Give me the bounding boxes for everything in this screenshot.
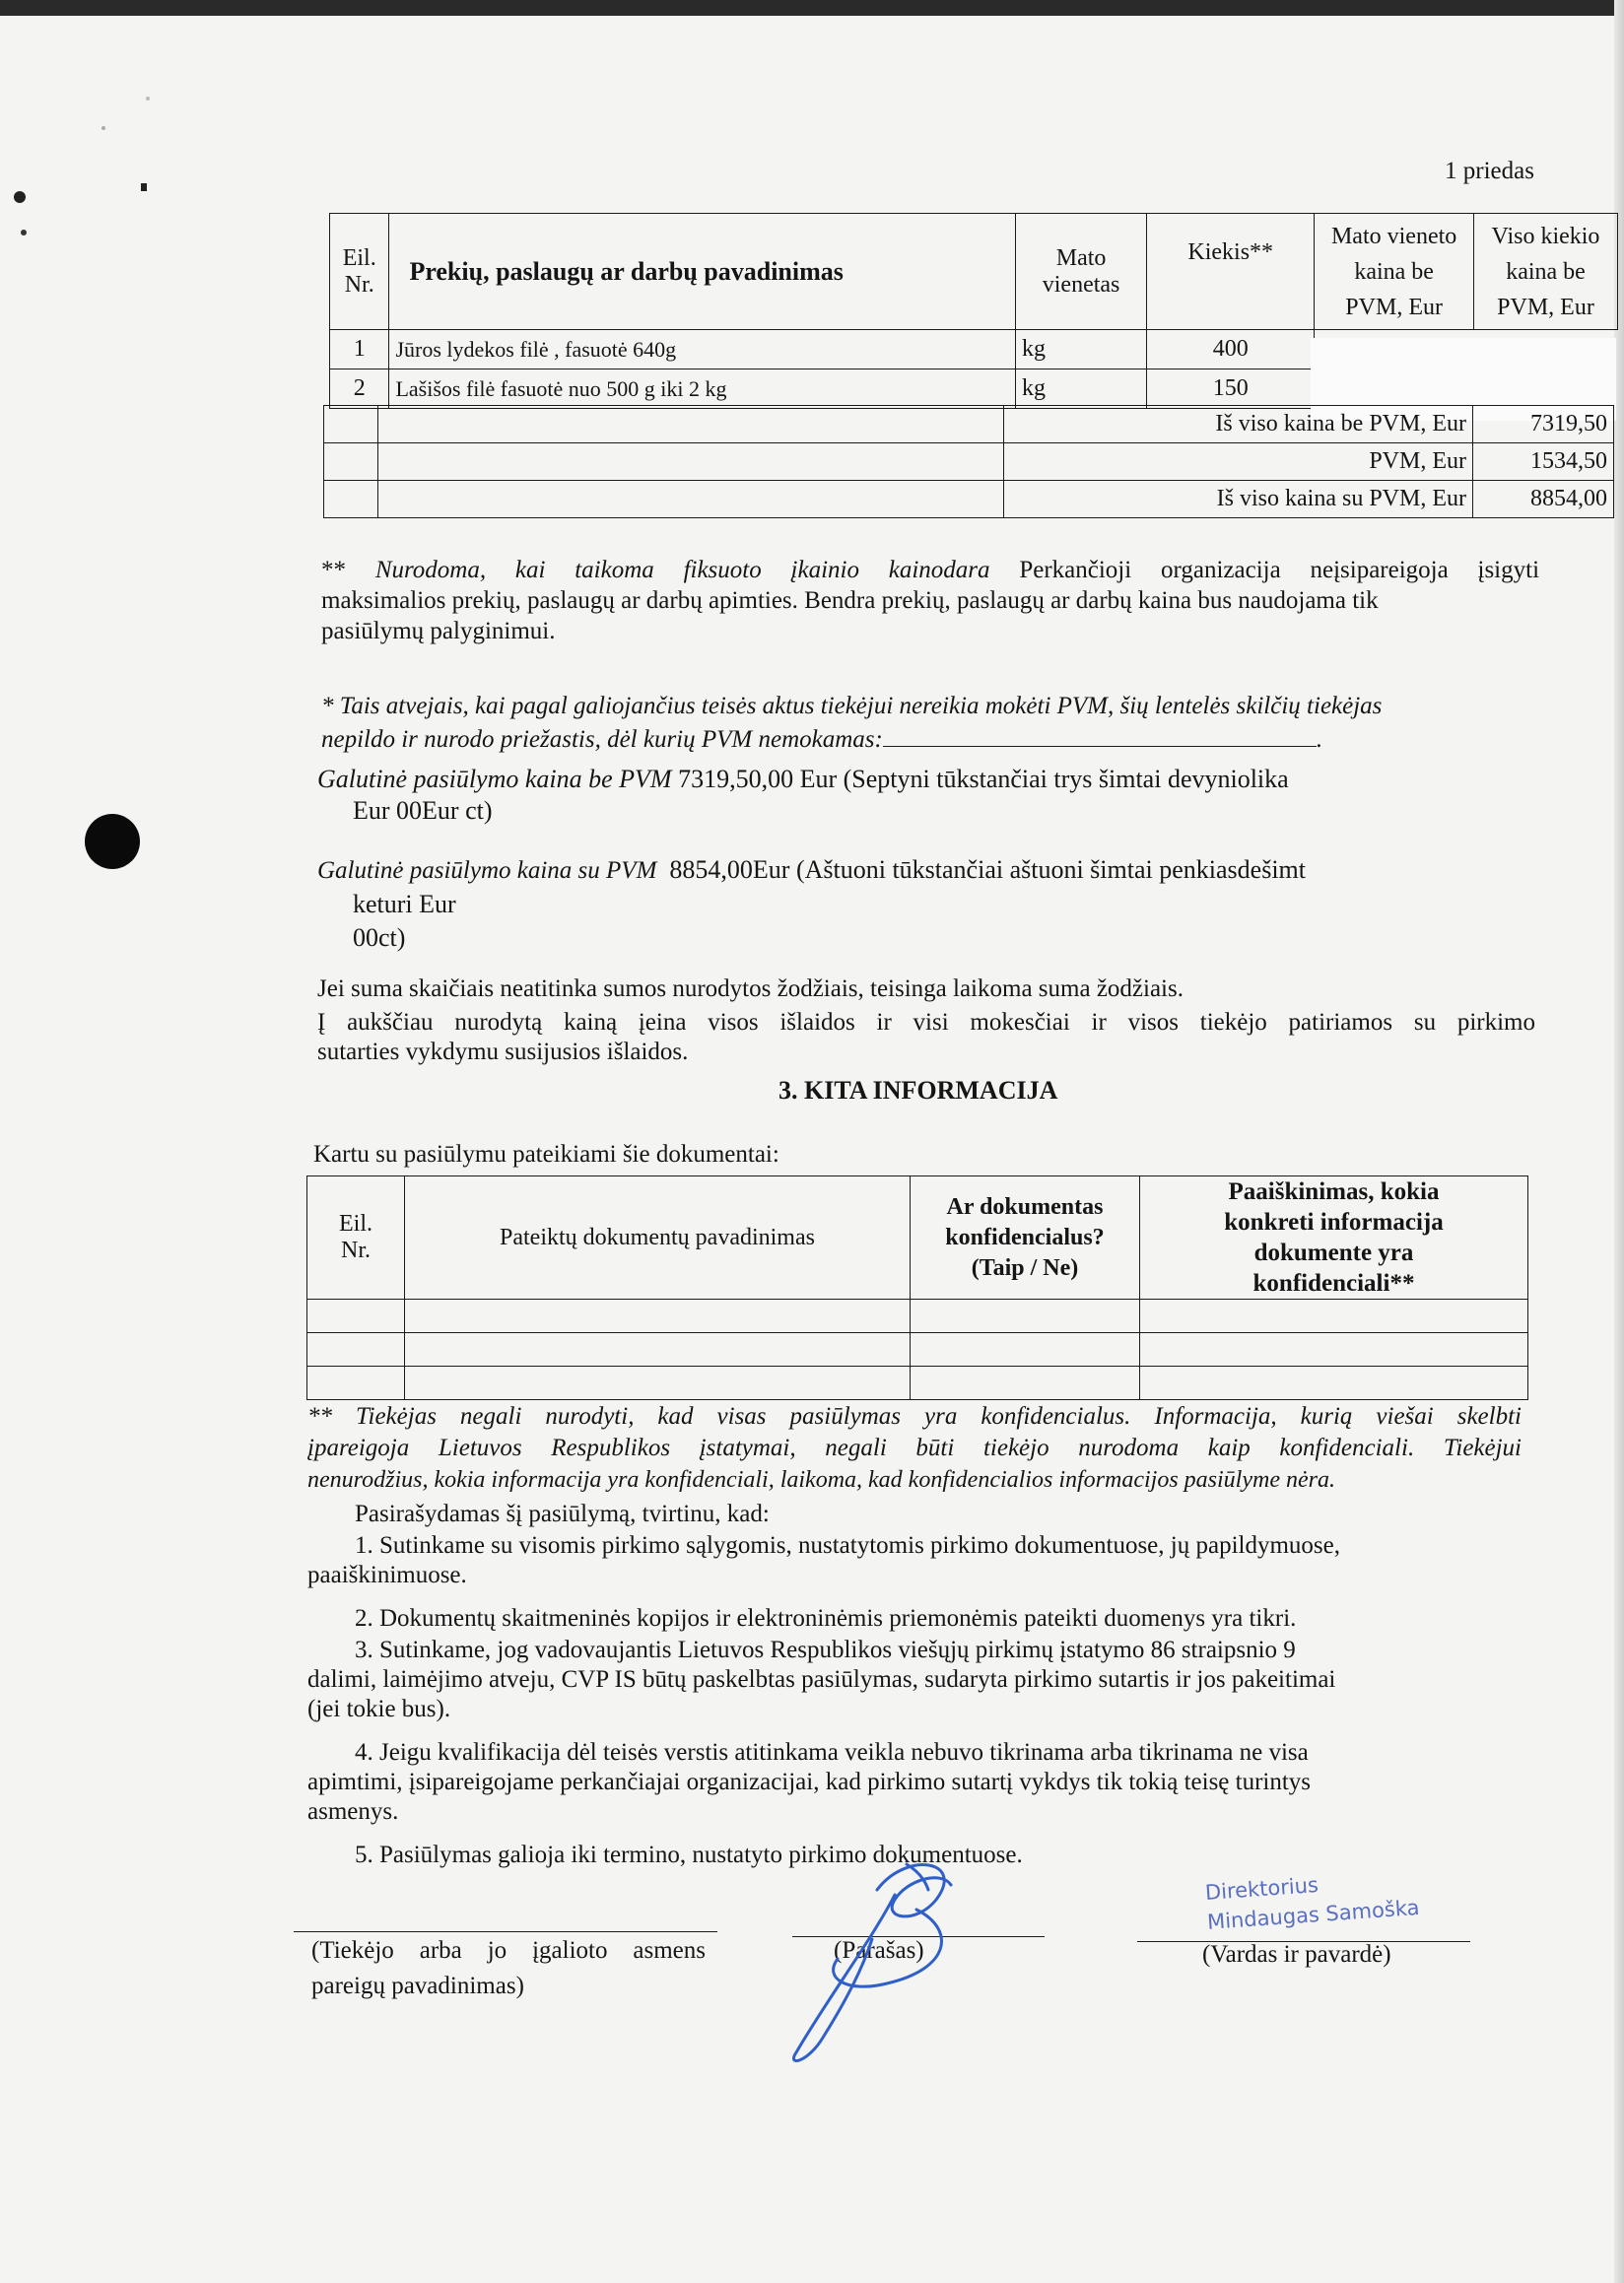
- col-total-price-header: [1474, 214, 1618, 330]
- col-explanation-header-line: konfidenciali**: [1252, 1270, 1415, 1297]
- col-doc-name-header: Pateiktų dokumentų pavadinimas: [405, 1176, 911, 1300]
- totals-blank-cell: [378, 443, 1004, 481]
- row-unit: kg: [1015, 369, 1146, 409]
- total-value: 7319,50: [1473, 406, 1614, 443]
- note-line: [321, 723, 1539, 757]
- name-label: (Vardas ir pavardė): [1202, 1941, 1391, 1968]
- docs-cell: [307, 1300, 405, 1333]
- docs-cell: [307, 1367, 405, 1400]
- final-price-cont: keturi Eur: [353, 890, 456, 918]
- docs-intro: Kartu su pasiūlymu pateikiami šie dokumentai:: [313, 1141, 779, 1168]
- col-total-price-header-line: kaina be: [1506, 258, 1586, 285]
- totals-table: [323, 405, 1614, 518]
- included-costs-line: Į aukščiau nurodytą kainą įeina visos išlaidos ir visi mokesčiai ir visos tiekėjo patiriamos su pirkimo: [317, 1009, 1535, 1036]
- totals-blank-cell: [378, 481, 1004, 518]
- totals-row: [324, 406, 1614, 443]
- position-label-line: pareigų pavadinimas): [311, 1973, 524, 1999]
- position-label-line: (Tiekėjo arba jo įgalioto asmens: [311, 1937, 706, 1964]
- col-unit-header: [1015, 214, 1146, 330]
- table-row: [307, 1333, 1528, 1367]
- final-price-vat: [317, 853, 1549, 955]
- table-row: [307, 1300, 1528, 1333]
- col-confidential-header-line: (Taip / Ne): [971, 1254, 1079, 1281]
- scan-speck: [146, 97, 150, 101]
- total-label: Iš viso kaina su PVM, Eur: [1004, 481, 1473, 518]
- col-name-header: Prekių, paslaugų ar darbų pavadinimas: [389, 214, 1016, 330]
- confirmation-line: 4. Jeigu kvalifikacija dėl teisės verstis atitinkama veikla nebuvo tikrinama arba tikrinama ne visa: [355, 1739, 1309, 1766]
- col-no-header-line: Nr.: [341, 1238, 371, 1263]
- totals-blank-cell: [324, 443, 378, 481]
- col-no-header-line: Eil.: [339, 1211, 372, 1237]
- note-line: ** Tiekėjas negali nurodyti, kad visas pasiūlymas yra konfidencialus. Informacija, kurią viešai skelbti: [307, 1403, 1522, 1430]
- sum-words-note: Jei suma skaičiais neatitinka sumos nurodytos žodžiais, teisinga laikoma suma žodžiais.: [317, 975, 1184, 1002]
- final-price-value: 8854,00Eur (Aštuoni tūkstančiai aštuoni šimtai penkiasdešimt: [669, 855, 1306, 884]
- col-unit-price-header-line: kaina be: [1354, 258, 1434, 285]
- note-line: * Tais atvejais, kai pagal galiojančius teisės aktus tiekėjui nereikia mokėti PVM, šių lentelės skilčių tiekėjas: [321, 693, 1383, 719]
- col-no-header-line: Eil.: [342, 244, 376, 271]
- signature-label: (Parašas): [834, 1937, 924, 1964]
- docs-cell: [1140, 1367, 1528, 1400]
- stamp-line: Direktorius: [1204, 1872, 1320, 1905]
- note-text: Perkančioji organizacija neįsipareigoja įsigyti: [989, 557, 1540, 583]
- scan-speck: [141, 183, 147, 191]
- confirmation-line: asmenys.: [307, 1798, 399, 1825]
- row-no: 2: [330, 369, 389, 409]
- vat-note: [321, 690, 1539, 757]
- row-qty: 150: [1147, 369, 1315, 409]
- confirmation-line: 3. Sutinkame, jog vadovaujantis Lietuvos Respublikos viešųjų pirkimų įstatymo 86 straipsnio 9: [355, 1637, 1296, 1663]
- note-line: pasiūlymų palyginimui.: [321, 618, 556, 644]
- col-explanation-header-line: dokumente yra: [1253, 1240, 1414, 1266]
- note-line: įpareigoja Lietuvos Respublikos įstatymai, negali būti tiekėjo nurodoma kaip konfidenciali. Tiekėjui: [307, 1435, 1522, 1461]
- confirmation-line: 5. Pasiūlymas galioja iki termino, nustatyto pirkimo dokumentuose.: [355, 1842, 1023, 1868]
- col-no-header: [330, 214, 389, 330]
- col-no-header: [307, 1176, 405, 1300]
- confirmation-line: apimtimi, įsipareigojame perkančiajai organizacijai, kad pirkimo sutartį vykdys tik tokią teisę turintys: [307, 1769, 1312, 1795]
- included-costs-line: sutarties vykdymu susijusios išlaidos.: [317, 1039, 689, 1065]
- row-qty: 400: [1147, 330, 1315, 369]
- total-label: Iš viso kaina be PVM, Eur: [1004, 406, 1473, 443]
- final-price-cont: 00ct): [353, 923, 406, 952]
- row-name: Lašišos filė fasuotė nuo 500 g iki 2 kg: [389, 369, 1016, 409]
- final-price-label: Galutinė pasiūlymo kaina su PVM: [317, 857, 657, 884]
- documents-table: [306, 1175, 1528, 1400]
- col-total-price-header-line: Viso kiekio: [1491, 223, 1600, 249]
- total-value: 1534,50: [1473, 443, 1614, 481]
- col-unit-price-header-line: PVM, Eur: [1345, 294, 1443, 320]
- docs-cell: [1140, 1333, 1528, 1367]
- final-price-no-vat: [317, 765, 1549, 826]
- final-price-cont: Eur 00Eur ct): [353, 796, 493, 825]
- totals-blank-cell: [324, 481, 378, 518]
- note-line: [321, 555, 1539, 585]
- docs-cell: [405, 1300, 911, 1333]
- scan-marks: [0, 0, 197, 256]
- col-total-price-header-line: PVM, Eur: [1497, 294, 1594, 320]
- col-confidential-header: [911, 1176, 1140, 1300]
- confirmation-line: dalimi, laimėjimo atveju, CVP IS būtų paskelbtas pasiūlymas, sudaryta pirkimo sutartis ir jos pakeitimai: [307, 1666, 1336, 1693]
- note-text: nepildo ir nurodo priežastis, dėl kurių PVM nemokamas:: [321, 726, 883, 753]
- scan-top-edge: [0, 0, 1624, 16]
- section-title: 3. KITA INFORMACIJA: [778, 1076, 1058, 1105]
- scan-speck: [21, 230, 27, 235]
- signature-strokes: [793, 1864, 951, 2060]
- note-italic: Nurodoma, kai taikoma fiksuoto įkainio kainodara: [374, 557, 990, 583]
- final-price-value: 7319,50,00 Eur (Septyni tūkstančiai trys šimtai devyniolika: [671, 765, 1289, 793]
- confirmations: [307, 1500, 1522, 1870]
- stamp: [1204, 1863, 1420, 1937]
- scan-speck: [14, 191, 26, 203]
- confirmation-line: 2. Dokumentų skaitmeninės kopijos ir elektroninėmis priemonėmis pateikti duomenys yra tikri.: [355, 1605, 1297, 1632]
- totals-row: [324, 443, 1614, 481]
- col-explanation-header: [1140, 1176, 1528, 1300]
- col-no-header-line: Nr.: [344, 271, 374, 298]
- docs-cell: [307, 1333, 405, 1367]
- docs-cell: [405, 1333, 911, 1367]
- row-name: Jūros lydekos filė , fasuotė 640g: [389, 330, 1016, 369]
- col-confidential-header-line: konfidencialus?: [945, 1224, 1105, 1250]
- handwritten-signature: [769, 1831, 1005, 2067]
- docs-cell: [911, 1367, 1140, 1400]
- note-text: .: [1316, 726, 1323, 753]
- signing-intro: Pasirašydamas šį pasiūlymą, tvirtinu, kad:: [355, 1501, 770, 1527]
- row-no: 1: [330, 330, 389, 369]
- docs-cell: [911, 1333, 1140, 1367]
- row-unit: kg: [1015, 330, 1146, 369]
- position-signature-line: [294, 1931, 717, 1932]
- docs-table-header: [307, 1176, 1528, 1300]
- price-table-header: [330, 214, 1618, 330]
- docs-cell: [1140, 1300, 1528, 1333]
- total-value: 8854,00: [1473, 481, 1614, 518]
- annex-label: 1 priedas: [1445, 158, 1534, 184]
- fixed-price-note: [321, 555, 1539, 646]
- col-unit-price-header: [1315, 214, 1474, 330]
- scan-speck: [102, 126, 105, 130]
- position-label: [311, 1933, 706, 2004]
- totals-blank-cell: [324, 406, 378, 443]
- col-unit-price-header-line: Mato vieneto: [1330, 223, 1457, 249]
- signature-stroke: [793, 1895, 895, 2060]
- table-row: [307, 1367, 1528, 1400]
- col-explanation-header-line: Paaiškinimas, kokia: [1228, 1178, 1440, 1205]
- confidential-note: [307, 1401, 1522, 1496]
- signature-stroke: [834, 1910, 942, 1986]
- col-unit-header-line: vienetas: [1042, 271, 1120, 298]
- confirmation-line: 1. Sutinkame su visomis pirkimo sąlygomis, nustatytomis pirkimo dokumentuose, jų papildymuose,: [355, 1532, 1340, 1559]
- confirmation-line: (jei tokie bus).: [307, 1696, 451, 1722]
- confirmation-line: paaiškinimuose.: [307, 1562, 467, 1588]
- col-confidential-header-line: Ar dokumentas: [946, 1193, 1104, 1220]
- col-unit-header-line: Mato: [1055, 244, 1107, 271]
- docs-cell: [911, 1300, 1140, 1333]
- col-qty-header: Kiekis**: [1147, 214, 1315, 330]
- totals-row: [324, 481, 1614, 518]
- punch-hole: [85, 814, 140, 869]
- note-line: nenurodžius, kokia informacija yra konfidenciali, laikoma, kad konfidencialios informacijos pasiūlyme nėra.: [307, 1467, 1335, 1493]
- note-stars: **: [321, 557, 346, 583]
- note-line: maksimalios prekių, paslaugų ar darbų apimties. Bendra prekių, paslaugų ar darbų kaina bus naudojama tik: [321, 587, 1379, 614]
- included-costs: [317, 1008, 1535, 1067]
- total-label: PVM, Eur: [1004, 443, 1473, 481]
- docs-cell: [405, 1367, 911, 1400]
- col-explanation-header-line: konkreti informacija: [1224, 1209, 1444, 1236]
- blank-fill-line: [883, 746, 1317, 747]
- final-price-label: Galutinė pasiūlymo kaina be PVM: [317, 765, 672, 793]
- stamp-line: Mindaugas Samoška: [1206, 1895, 1421, 1934]
- totals-blank-cell: [378, 406, 1004, 443]
